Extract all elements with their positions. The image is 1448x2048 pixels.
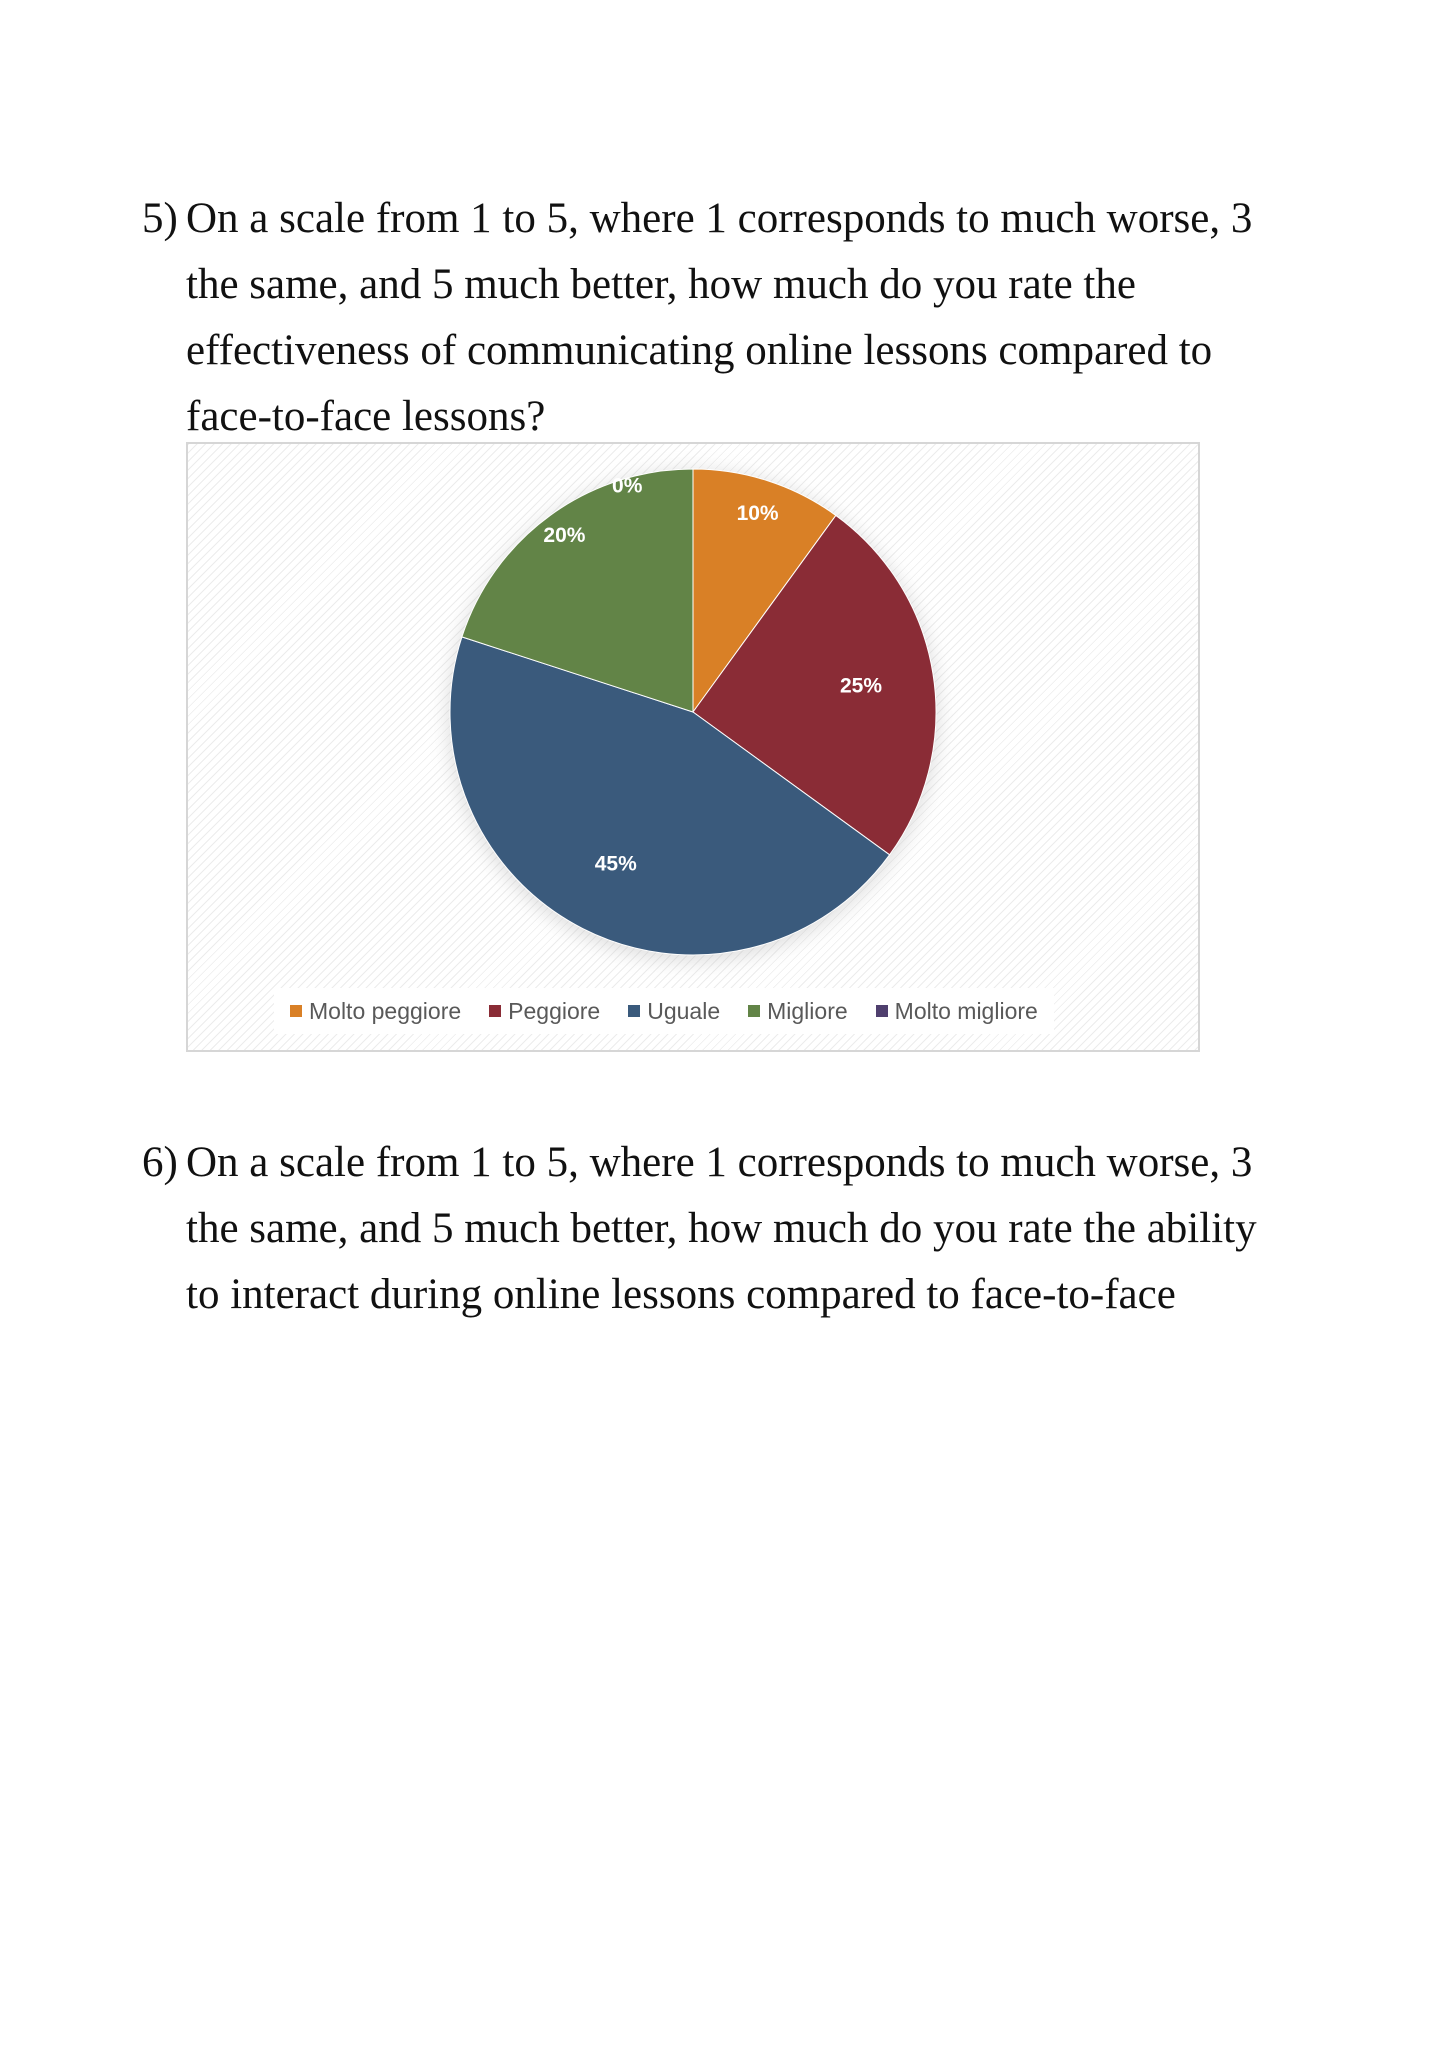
legend-swatch	[290, 1005, 302, 1017]
question-line: 6) On a scale from 1 to 5, where 1 corresponds to much worse, 3	[142, 1130, 1312, 1196]
data-label-uguale: 45%	[594, 852, 637, 876]
legend-swatch	[748, 1005, 760, 1017]
question-number: 6)	[142, 1139, 178, 1186]
legend-label: Uguale	[647, 997, 721, 1024]
legend-item-peggiore	[489, 998, 600, 1025]
legend-item-molto-peggiore	[290, 998, 461, 1025]
question-line: effectiveness of communicating online lessons compared to	[186, 327, 1213, 374]
legend-item-molto-migliore	[876, 998, 1038, 1025]
question-line: to interact during online lessons compared to face-to-face	[186, 1271, 1176, 1318]
question-5	[142, 186, 1312, 450]
legend-swatch	[876, 1005, 888, 1017]
pie-chart	[186, 442, 1200, 1052]
question-line: face-to-face lessons?	[186, 393, 546, 440]
legend-label: Migliore	[767, 997, 848, 1024]
pie-chart-plot	[188, 444, 1198, 1050]
data-label-peggiore: 25%	[839, 674, 883, 698]
question-line: the same, and 5 much better, how much do you rate the ability	[186, 1205, 1257, 1252]
question-number: 5)	[142, 195, 178, 242]
legend-swatch	[628, 1005, 640, 1017]
legend-label: Peggiore	[508, 997, 601, 1024]
question-line: the same, and 5 much better, how much do you rate the	[186, 261, 1136, 308]
legend-label: Molto peggiore	[309, 997, 462, 1024]
question-6	[142, 1130, 1312, 1328]
legend-swatch	[489, 1005, 501, 1017]
legend-label: Molto migliore	[894, 997, 1038, 1024]
data-label-molto-peggiore: 10%	[736, 502, 779, 526]
question-line: 5) On a scale from 1 to 5, where 1 corresponds to much worse, 3	[142, 186, 1312, 252]
data-label-migliore: 20%	[543, 524, 586, 548]
data-label-molto-migliore: 0%	[612, 474, 643, 498]
legend-item-migliore	[748, 998, 848, 1025]
chart-legend	[274, 988, 1054, 1034]
legend-item-uguale	[628, 998, 720, 1025]
